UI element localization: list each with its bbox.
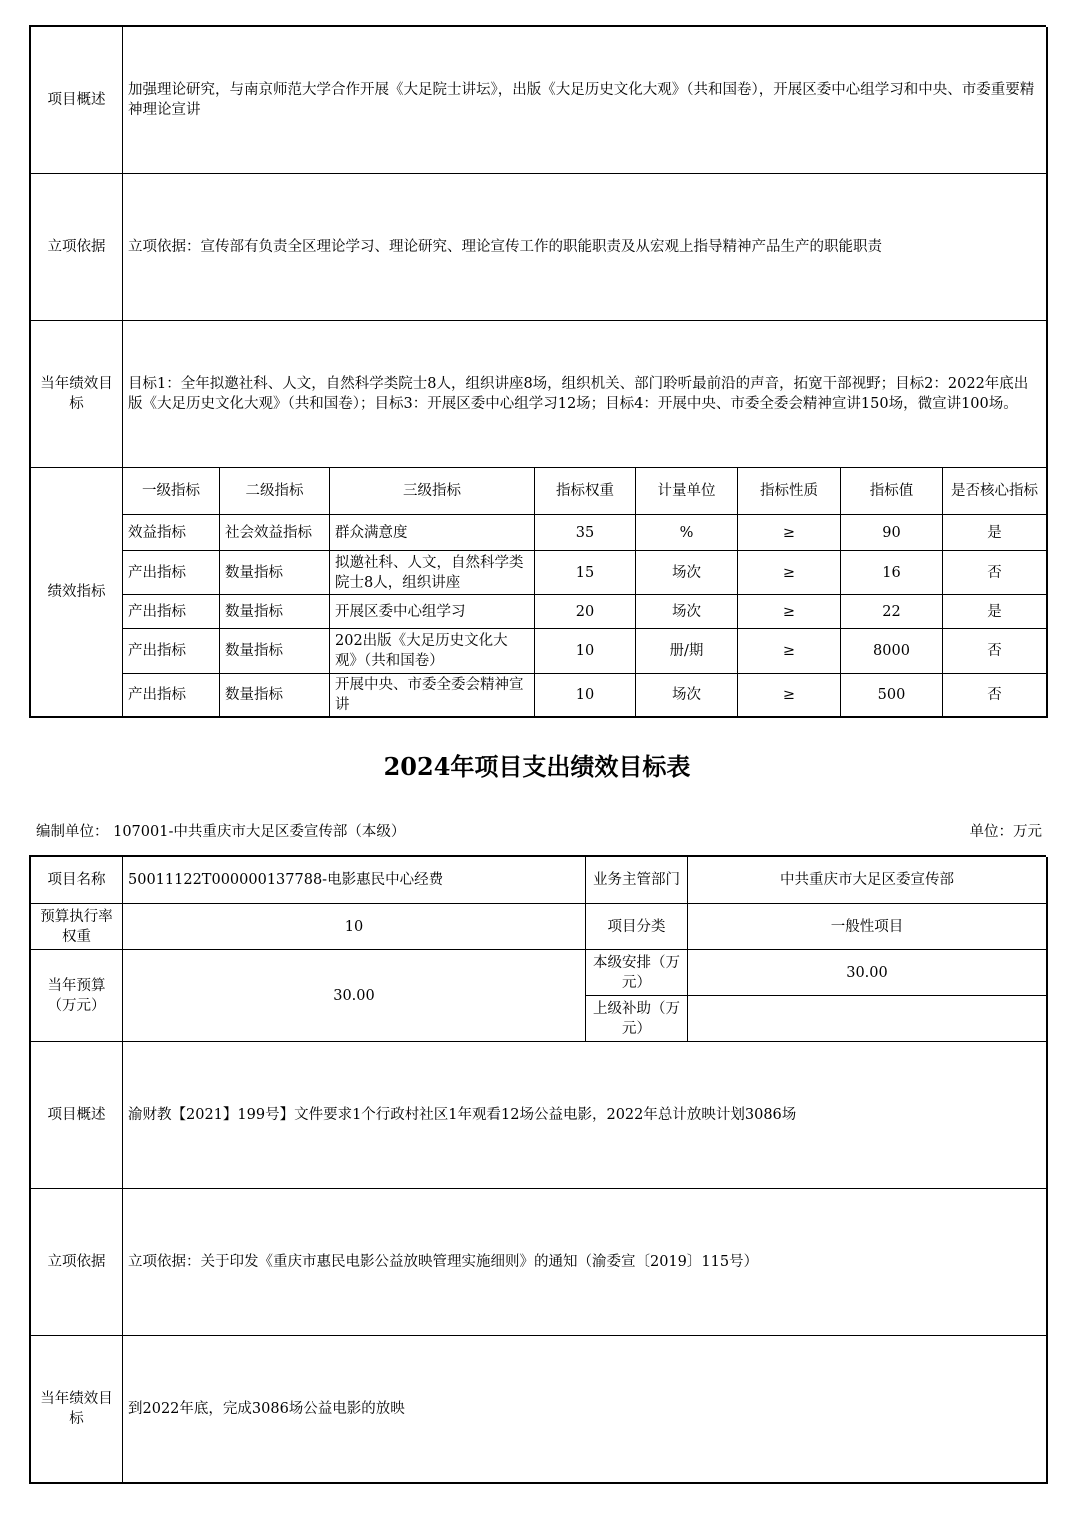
table-cell: ≥ — [738, 674, 841, 718]
table-cell: 产出指标 — [123, 674, 220, 718]
basis-label: 立项依据 — [31, 174, 123, 321]
table-cell: ≥ — [738, 515, 841, 551]
table-cell: 开展中央、市委全委会精神宣讲 — [330, 674, 535, 718]
goal-text: 目标1：全年拟邀社科、人文，自然科学类院士8人，组织讲座8场，组织机关、部门聆听最前沿的声音，拓宽干部视野；目标2：2022年底出版《大足历史文化大观》（共和国卷）；目标3：开展区委中心组学习12场；目标4：开展中央、市委全委会精神宣讲150场，微宣讲100场。 — [123, 321, 1048, 468]
table-cell: 数量指标 — [220, 595, 330, 629]
table-cell: 500 — [841, 674, 943, 718]
overview-label: 项目概述 — [31, 27, 123, 174]
table-cell: ≥ — [738, 629, 841, 674]
name-value: 50011122T000000137788-电影惠民中心经费 — [123, 857, 586, 904]
table-cell: 群众满意度 — [330, 515, 535, 551]
table-cell: 35 — [535, 515, 636, 551]
dept-value: 中共重庆市大足区委宣传部 — [688, 857, 1048, 904]
table-cell: 是 — [943, 595, 1048, 629]
table-cell: 15 — [535, 551, 636, 595]
dept-label: 业务主管部门 — [586, 857, 688, 904]
table-cell: 场次 — [636, 595, 738, 629]
compiling-unit: 编制单位： 107001-中共重庆市大足区委宣传部（本级） — [36, 824, 406, 840]
basis-text: 立项依据：宣传部有负责全区理论学习、理论研究、理论宣传工作的职能职责及从宏观上指导精神产品生产的职能职责 — [123, 174, 1048, 321]
table-cell: 产出指标 — [123, 551, 220, 595]
goal-label: 当年绩效目标 — [31, 321, 123, 468]
basis-text: 立项依据：关于印发《重庆市惠民电影公益放映管理实施细则》的通知（渝委宣〔2019〕115号） — [123, 1189, 1048, 1336]
indicator-label: 绩效指标 — [31, 468, 123, 718]
table-cell: 册/期 — [636, 629, 738, 674]
table-cell: 效益指标 — [123, 515, 220, 551]
table-cell: ≥ — [738, 551, 841, 595]
header-cell: 二级指标 — [220, 468, 330, 515]
goal-text: 到2022年底，完成3086场公益电影的放映 — [123, 1336, 1048, 1484]
table-cell: 否 — [943, 629, 1048, 674]
header-cell: 是否核心指标 — [943, 468, 1048, 515]
weight-label: 预算执行率权重 — [31, 904, 123, 950]
header-cell: 计量单位 — [636, 468, 738, 515]
section-title: 2024年项目支出绩效目标表 — [383, 752, 691, 781]
local-label: 本级安排（万元） — [586, 950, 688, 996]
header-cell: 一级指标 — [123, 468, 220, 515]
table-cell: 否 — [943, 551, 1048, 595]
subsidy-label: 上级补助（万元） — [586, 996, 688, 1042]
header-cell: 指标值 — [841, 468, 943, 515]
table-cell: 90 — [841, 515, 943, 551]
overview-text: 加强理论研究，与南京师范大学合作开展《大足院士讲坛》，出版《大足历史文化大观》（共和国卷），开展区委中心组学习和中央、市委重要精神理论宣讲 — [123, 27, 1048, 174]
category-value: 一般性项目 — [688, 904, 1048, 950]
table-cell: 产出指标 — [123, 629, 220, 674]
name-label: 项目名称 — [31, 857, 123, 904]
budget-value: 30.00 — [123, 950, 586, 1042]
header-cell: 指标性质 — [738, 468, 841, 515]
table-cell: 20 — [535, 595, 636, 629]
table-cell: 10 — [535, 674, 636, 718]
local-value: 30.00 — [688, 950, 1048, 996]
project-performance-table — [29, 855, 1046, 1484]
table-cell: 8000 — [841, 629, 943, 674]
table-cell: 202出版《大足历史文化大观》（共和国卷） — [330, 629, 535, 674]
table-cell: 10 — [535, 629, 636, 674]
table-cell: 是 — [943, 515, 1048, 551]
table-cell: 数量指标 — [220, 674, 330, 718]
table-cell: 场次 — [636, 551, 738, 595]
header-cell: 指标权重 — [535, 468, 636, 515]
weight-value: 10 — [123, 904, 586, 950]
overview-text: 渝财教【2021】199号】文件要求1个行政村社区1年观看12场公益电影，2022年总计放映计划3086场 — [123, 1042, 1048, 1189]
table-cell: 产出指标 — [123, 595, 220, 629]
header-cell: 三级指标 — [330, 468, 535, 515]
table-cell: 数量指标 — [220, 629, 330, 674]
performance-table-continued — [29, 25, 1046, 718]
table-cell: 场次 — [636, 674, 738, 718]
table-cell: ≥ — [738, 595, 841, 629]
table-cell: 否 — [943, 674, 1048, 718]
table-cell: 16 — [841, 551, 943, 595]
table-cell: 拟邀社科、人文，自然科学类院士8人，组织讲座 — [330, 551, 535, 595]
goal-label: 当年绩效目标 — [31, 1336, 123, 1484]
subsidy-value — [688, 996, 1048, 1042]
budget-label: 当年预算（万元） — [31, 950, 123, 1042]
table-cell: 数量指标 — [220, 551, 330, 595]
table-cell: 22 — [841, 595, 943, 629]
category-label: 项目分类 — [586, 904, 688, 950]
money-unit: 单位：万元 — [969, 824, 1042, 840]
table-cell: % — [636, 515, 738, 551]
overview-label: 项目概述 — [31, 1042, 123, 1189]
table-cell: 社会效益指标 — [220, 515, 330, 551]
table-cell: 开展区委中心组学习 — [330, 595, 535, 629]
basis-label: 立项依据 — [31, 1189, 123, 1336]
